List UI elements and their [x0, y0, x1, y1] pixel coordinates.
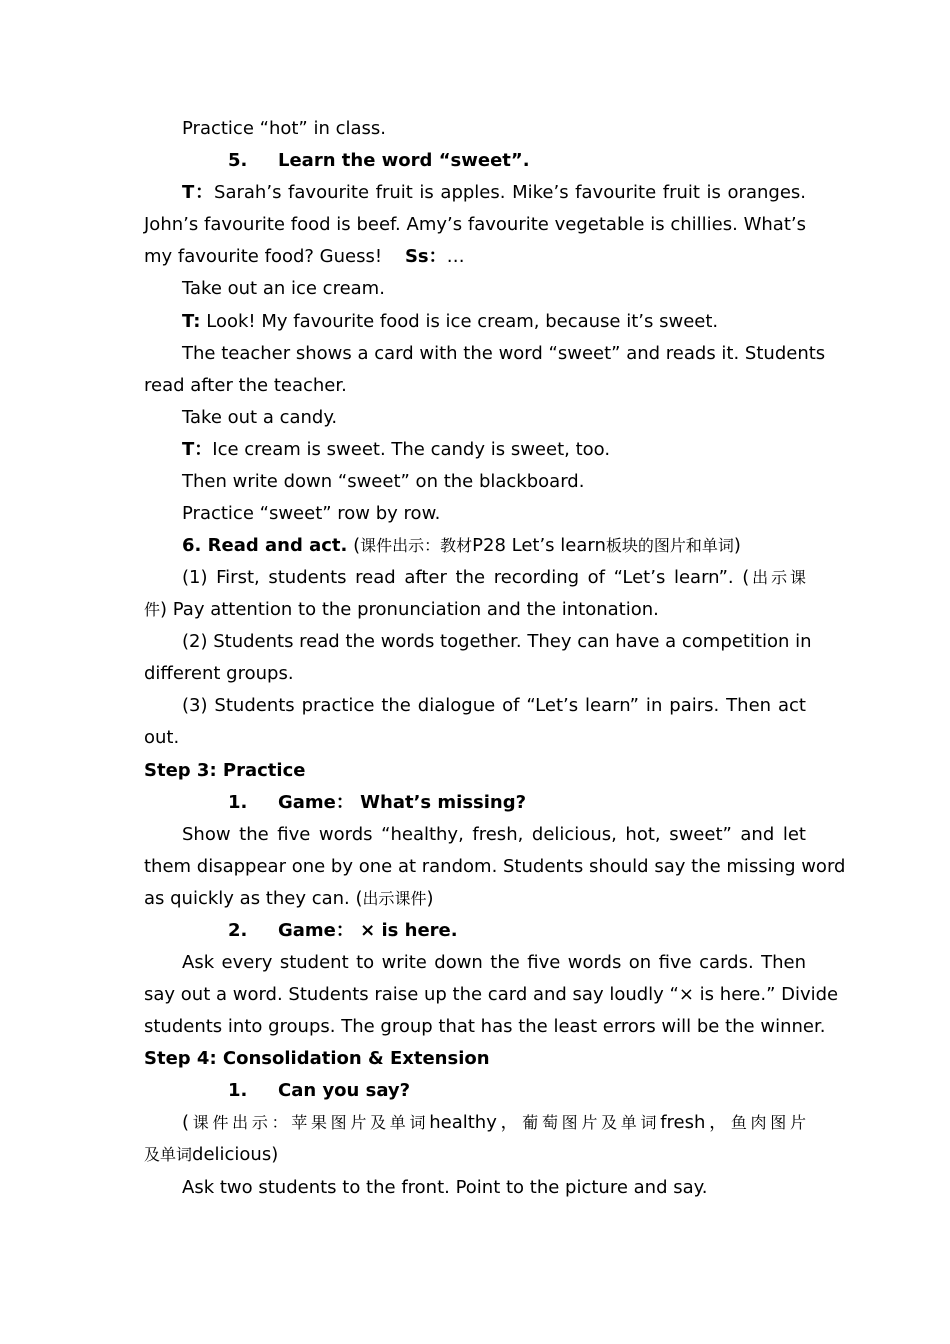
game-x-is-here-heading: 2. Game： × is here. — [228, 920, 458, 941]
teacher-candy-line: T：Ice cream is sweet. The candy is sweet, too. — [182, 439, 611, 460]
whats-missing-line-2: them disappear one by one at random. Students should say the missing word — [144, 856, 846, 877]
x-is-here-line-2: say out a word. Students raise up the card and say loudly “× is here.” Divide — [144, 984, 839, 1005]
courseware-line-2: 及单词delicious) — [144, 1144, 279, 1165]
read-act-step-3-cont: out. — [144, 727, 180, 748]
game-whats-missing-heading: 1. Game： What’s missing? — [228, 792, 527, 813]
whats-missing-line-1: Show the five words “healthy, fresh, delicious, hot, sweet” and let — [182, 824, 806, 845]
read-act-step-2: (2) Students read the words together. They can have a competition in — [182, 631, 812, 652]
blackboard-line: Then write down “sweet” on the blackboard. — [182, 471, 585, 492]
teacher-line-1: T：Sarah’s favourite fruit is apples. Mike’s favourite fruit is oranges. — [182, 182, 806, 203]
x-is-here-line-1: Ask every student to write down the five words on five cards. Then — [182, 952, 806, 973]
whats-missing-line-3: as quickly as they can. (出示课件) — [144, 888, 434, 909]
x-is-here-line-3: students into groups. The group that has the least errors will be the winner. — [144, 1016, 826, 1037]
teacher-ice-cream-line: T: Look! My favourite food is ice cream, because it’s sweet. — [182, 311, 719, 332]
practice-hot-line: Practice “hot” in class. — [182, 118, 387, 139]
step-3-heading: Step 3: Practice — [144, 760, 306, 781]
courseware-line-1: (课件出示：苹果图片及单词healthy，葡萄图片及单词fresh，鱼肉图片 — [182, 1112, 806, 1133]
candy-line: Take out a candy. — [182, 407, 338, 428]
step-4-heading: Step 4: Consolidation & Extension — [144, 1048, 490, 1069]
read-act-step-2-cont: different groups. — [144, 663, 294, 684]
practice-sweet-line: Practice “sweet” row by row. — [182, 503, 441, 524]
can-you-say-heading: 1. Can you say? — [228, 1080, 411, 1101]
ice-cream-line: Take out an ice cream. — [182, 278, 385, 299]
read-act-step-1: (1) First, students read after the recording of “Let’s learn”. (出示课 — [182, 567, 806, 588]
two-students-line: Ask two students to the front. Point to the picture and say. — [182, 1177, 708, 1198]
read-and-act-heading: 6. Read and act. (课件出示：教材P28 Let’s learn板块的图片和单词) — [182, 535, 741, 556]
read-act-step-1-cont: 件) Pay attention to the pronunciation and the intonation. — [144, 599, 659, 620]
heading-learn-sweet: 5. Learn the word “sweet”. — [228, 150, 530, 171]
read-act-step-3: (3) Students practice the dialogue of “Let’s learn” in pairs. Then act — [182, 695, 806, 716]
card-line-1: The teacher shows a card with the word “sweet” and reads it. Students — [182, 343, 826, 364]
teacher-line-2: John’s favourite food is beef. Amy’s favourite vegetable is chillies. What’s — [144, 214, 806, 235]
teacher-line-3: my favourite food? Guess! Ss：… — [144, 246, 465, 267]
card-line-2: read after the teacher. — [144, 375, 347, 396]
